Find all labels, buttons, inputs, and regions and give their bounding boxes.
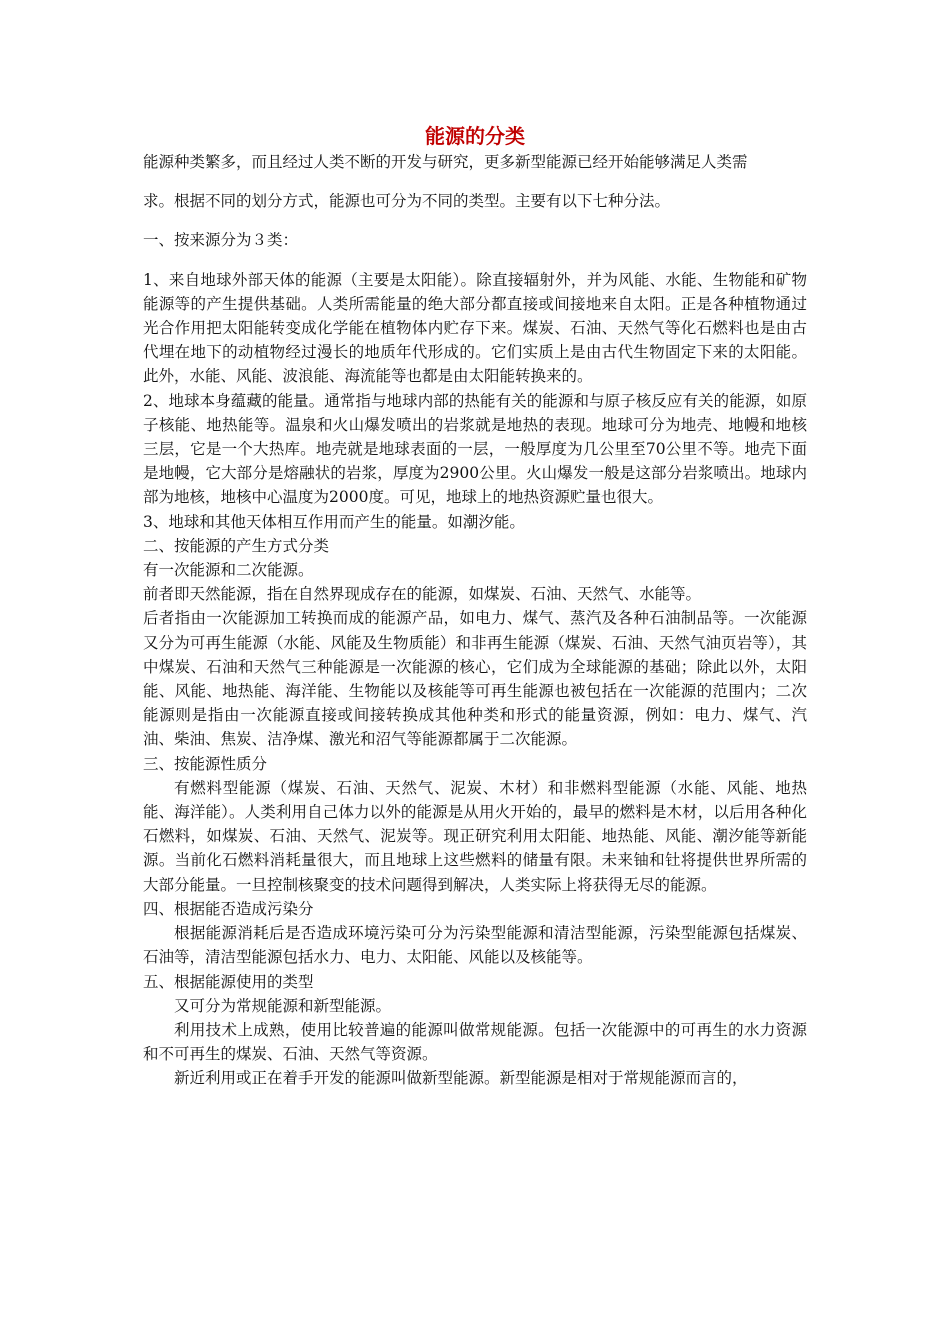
paragraph: 有一次能源和二次能源。 bbox=[143, 561, 314, 580]
paragraph: 新近利用或正在着手开发的能源叫做新型能源。新型能源是相对于常规能源而言的， bbox=[174, 1069, 748, 1088]
paragraph: 3、地球和其他天体相互作用而产生的能量。如潮汐能。 bbox=[143, 512, 525, 531]
paragraph: 三、按能源性质分 bbox=[143, 754, 268, 773]
document-body bbox=[143, 122, 807, 1091]
paragraph: 四、根据能否造成污染分 bbox=[143, 899, 314, 918]
paragraph: 有燃料型能源（煤炭、石油、天然气、泥炭、木材）和非燃料型能源（水能、风能、地热能、海洋能）。人类利用自己体力以外的能源是从用火开始的，最早的燃料是木材，以后用各种化石燃料，如煤炭、石油、天然气、泥炭等。现正研究利用太阳能、地热能、风能、潮汐能等新能源。当前化石燃料消耗量很大，而且地球上这些燃料的储量有限。未来铀和钍将提供世界所需的大部分能量。一旦控制核聚变的技术问题得到解决，人类实际上将获得无尽的能源。 bbox=[143, 778, 807, 894]
paragraph: 2、地球本身蕴藏的能量。通常指与地球内部的热能有关的能源和与原子核反应有关的能源，如原子核能、地热能等。温泉和火山爆发喷出的岩浆就是地热的表现。地球可分为地壳、地幔和地核三层，它是一个大热库。地壳就是地球表面的一层，一般厚度为几公里至70公里不等。地壳下面是地幔，它大部分是熔融状的岩浆，厚度为2900公里。火山爆发一般是这部分岩浆喷出。地球内部为地核，地核中心温度为2000度。可见，地球上的地热资源贮量也很大。 bbox=[143, 391, 807, 507]
page-title: 能源的分类 bbox=[425, 124, 525, 148]
paragraph: 根据能源消耗后是否造成环境污染可分为污染型能源和清洁型能源，污染型能源包括煤炭、石油等，清洁型能源包括水力、电力、太阳能、风能以及核能等。 bbox=[143, 924, 807, 967]
paragraph-list bbox=[143, 150, 807, 1091]
paragraph: 一、按来源分为３类： bbox=[143, 231, 299, 250]
paragraph: 能源种类繁多，而且经过人类不断的开发与研究，更多新型能源已经开始能够满足人类需 bbox=[143, 153, 748, 171]
paragraph: 利用技术上成熟，使用比较普遍的能源叫做常规能源。包括一次能源中的可再生的水力资源和不可再生的煤炭、石油、天然气等资源。 bbox=[143, 1020, 807, 1064]
paragraph: 后者指由一次能源加工转换而成的能源产品，如电力、煤气、蒸汽及各种石油制品等。一次能源又分为可再生能源（水能、风能及生物质能）和非再生能源（煤炭、石油、天然气油页岩等），其中煤炭、石油和天然气三种能源是一次能源的核心，它们成为全球能源的基础；除此以外，太阳能、风能、地热能、海洋能、生物能以及核能等可再生能源也被包括在一次能源的范围内；二次能源则是指由一次能源直接或间接转换成其他种类和形式的能量资源，例如：电力、煤气、汽油、柴油、焦炭、洁净煤、激光和沼气等能源都属于二次能源。 bbox=[143, 609, 807, 749]
paragraph: 前者即天然能源，指在自然界现成存在的能源，如煤炭、石油、天然气、水能等。 bbox=[143, 585, 702, 604]
paragraph: 1、来自地球外部天体的能源（主要是太阳能）。除直接辐射外，并为风能、水能、生物能和矿物能源等的产生提供基础。人类所需能量的绝大部分都直接或间接地来自太阳。正是各种植物通过光合作用把太阳能转变成化学能在植物体内贮存下来。煤炭、石油、天然气等化石燃料也是由古代埋在地下的动植物经过漫长的地质年代形成的。它们实质上是由古代生物固定下来的太阳能。此外，水能、风能、波浪能、海流能等也都是由太阳能转换来的。 bbox=[143, 270, 807, 386]
paragraph: 五、根据能源使用的类型 bbox=[143, 972, 314, 991]
paragraph: 又可分为常规能源和新型能源。 bbox=[174, 996, 392, 1015]
paragraph: 求。根据不同的划分方式，能源也可分为不同的类型。主要有以下七种分法。 bbox=[143, 192, 671, 211]
paragraph: 二、按能源的产生方式分类 bbox=[143, 536, 330, 555]
